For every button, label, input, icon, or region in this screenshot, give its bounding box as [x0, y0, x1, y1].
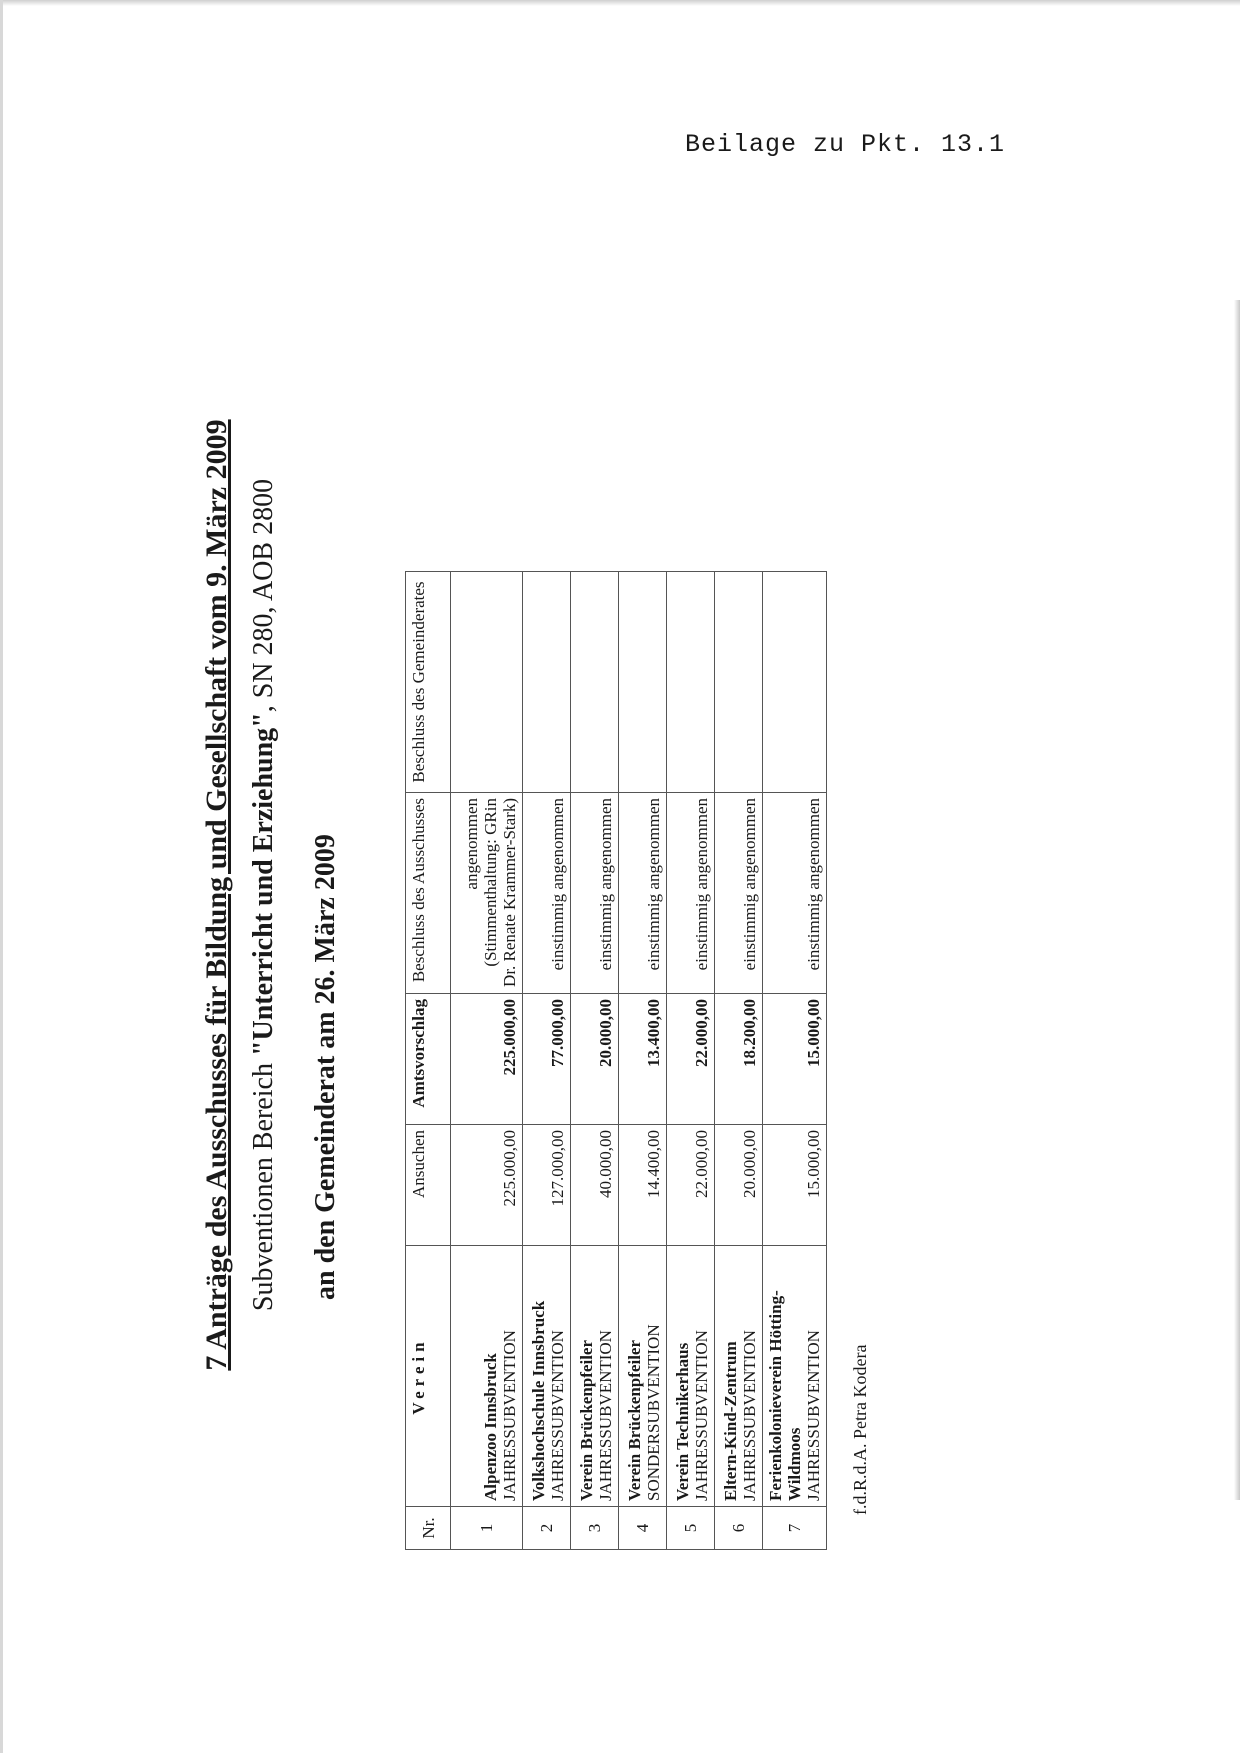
cell-ansuchen: 22.000,00 [667, 1125, 715, 1246]
cell-amtsvorschlag: 13.400,00 [619, 994, 667, 1125]
cell-beschluss-ausschuss: einstimmig angenommen [619, 793, 667, 994]
cell-verein [451, 1246, 523, 1507]
scan-edge-top [0, 0, 1240, 6]
subtitle-suffix: , SN 280, AOB 2800 [248, 478, 279, 713]
header-beschluss-gemeinderat: Beschluss des Gemeinderates [406, 572, 451, 793]
cell-ansuchen: 20.000,00 [715, 1125, 763, 1246]
table-row [451, 572, 523, 1550]
signature: f.d.R.d.A. Petra Kodera [850, 1344, 870, 1515]
cell-amtsvorschlag: 22.000,00 [667, 994, 715, 1125]
cell-nr: 3 [571, 1507, 619, 1550]
header-nr: Nr. [406, 1507, 451, 1550]
scan-edge-right [1234, 300, 1240, 1500]
cell-verein [619, 1246, 667, 1507]
cell-beschluss-ausschuss: einstimmig angenommen [523, 793, 571, 994]
table-header-row [406, 572, 451, 1550]
beilage-label: Beilage zu Pkt. 13.1 [684, 130, 1005, 159]
cell-beschluss-gemeinderat [715, 572, 763, 793]
cell-amtsvorschlag: 225.000,00 [451, 994, 523, 1125]
table-row [523, 572, 571, 1550]
title-main: 7 Anträge des Ausschusses für Bildung und Gesellschaft vom 9. März 2009 [200, 419, 233, 1371]
cell-ansuchen: 14.400,00 [619, 1125, 667, 1246]
verein-name: Verein Brückenpfeiler [577, 1339, 596, 1501]
verein-type: JAHRESSUBVENTION [692, 1330, 711, 1501]
verein-name: Verein Technikerhaus [673, 1342, 692, 1501]
cell-nr: 4 [619, 1507, 667, 1550]
cell-ansuchen: 127.000,00 [523, 1125, 571, 1246]
cell-ansuchen: 15.000,00 [763, 1125, 827, 1246]
cell-beschluss-gemeinderat [523, 572, 571, 793]
verein-type: JAHRESSUBVENTION [740, 1330, 759, 1501]
cell-verein [715, 1246, 763, 1507]
cell-nr: 2 [523, 1507, 571, 1550]
header-beschluss-ausschuss: Beschluss des Ausschusses [406, 793, 451, 994]
cell-beschluss-gemeinderat [571, 572, 619, 793]
cell-verein [523, 1246, 571, 1507]
cell-beschluss-ausschuss: angenommen (Stimmenthaltung: GRin Dr. Renate Krammer-Stark) [451, 793, 523, 994]
rotated-content [200, 230, 900, 1550]
cell-nr: 5 [667, 1507, 715, 1550]
cell-verein [667, 1246, 715, 1507]
subsidy-table [405, 571, 827, 1550]
cell-beschluss-gemeinderat [763, 572, 827, 793]
verein-name: Ferienkolonieverein Hötting-Wildmoos [766, 1290, 804, 1501]
table-row [715, 572, 763, 1550]
cell-beschluss-gemeinderat [667, 572, 715, 793]
subsidy-table-wrap [405, 571, 827, 1550]
title-recipient: an den Gemeinderat am 26. März 2009 [310, 834, 341, 1300]
table-body [451, 572, 827, 1550]
verein-type: SONDERSUBVENTION [644, 1324, 663, 1501]
scan-edge-left [0, 0, 3, 1753]
cell-nr: 6 [715, 1507, 763, 1550]
subtitle-bold: "Unterricht und Erziehung" [248, 712, 279, 1057]
cell-verein [571, 1246, 619, 1507]
cell-ansuchen: 225.000,00 [451, 1125, 523, 1246]
header-ansuchen: Ansuchen [406, 1125, 451, 1246]
header-amtsvorschlag: Amtsvorschlag [406, 994, 451, 1125]
verein-type: JAHRESSUBVENTION [500, 1330, 519, 1501]
cell-beschluss-ausschuss: einstimmig angenommen [667, 793, 715, 994]
verein-name: Verein Brückenpfeiler [625, 1339, 644, 1501]
verein-type: JAHRESSUBVENTION [548, 1330, 567, 1501]
table-row [571, 572, 619, 1550]
table-row [667, 572, 715, 1550]
cell-ansuchen: 40.000,00 [571, 1125, 619, 1246]
cell-beschluss-ausschuss: einstimmig angenommen [763, 793, 827, 994]
verein-name: Eltern-Kind-Zentrum [721, 1341, 740, 1501]
cell-amtsvorschlag: 20.000,00 [571, 994, 619, 1125]
cell-beschluss-ausschuss: einstimmig angenommen [571, 793, 619, 994]
cell-beschluss-gemeinderat [619, 572, 667, 793]
cell-amtsvorschlag: 18.200,00 [715, 994, 763, 1125]
verein-type: JAHRESSUBVENTION [804, 1330, 823, 1501]
verein-type: JAHRESSUBVENTION [596, 1330, 615, 1501]
verein-name: Alpenzoo Innsbruck [481, 1353, 500, 1501]
header-verein: Verein [406, 1246, 451, 1507]
cell-amtsvorschlag: 15.000,00 [763, 994, 827, 1125]
cell-amtsvorschlag: 77.000,00 [523, 994, 571, 1125]
verein-name: Volkshochschule Innsbruck [529, 1300, 548, 1501]
table-row [619, 572, 667, 1550]
subtitle-prefix: Subventionen Bereich [248, 1056, 279, 1312]
cell-beschluss-gemeinderat [451, 572, 523, 793]
title-subtitle [248, 320, 280, 1470]
cell-verein [763, 1246, 827, 1507]
cell-beschluss-ausschuss: einstimmig angenommen [715, 793, 763, 994]
cell-nr: 1 [451, 1507, 523, 1550]
table-row [763, 572, 827, 1550]
cell-nr: 7 [763, 1507, 827, 1550]
